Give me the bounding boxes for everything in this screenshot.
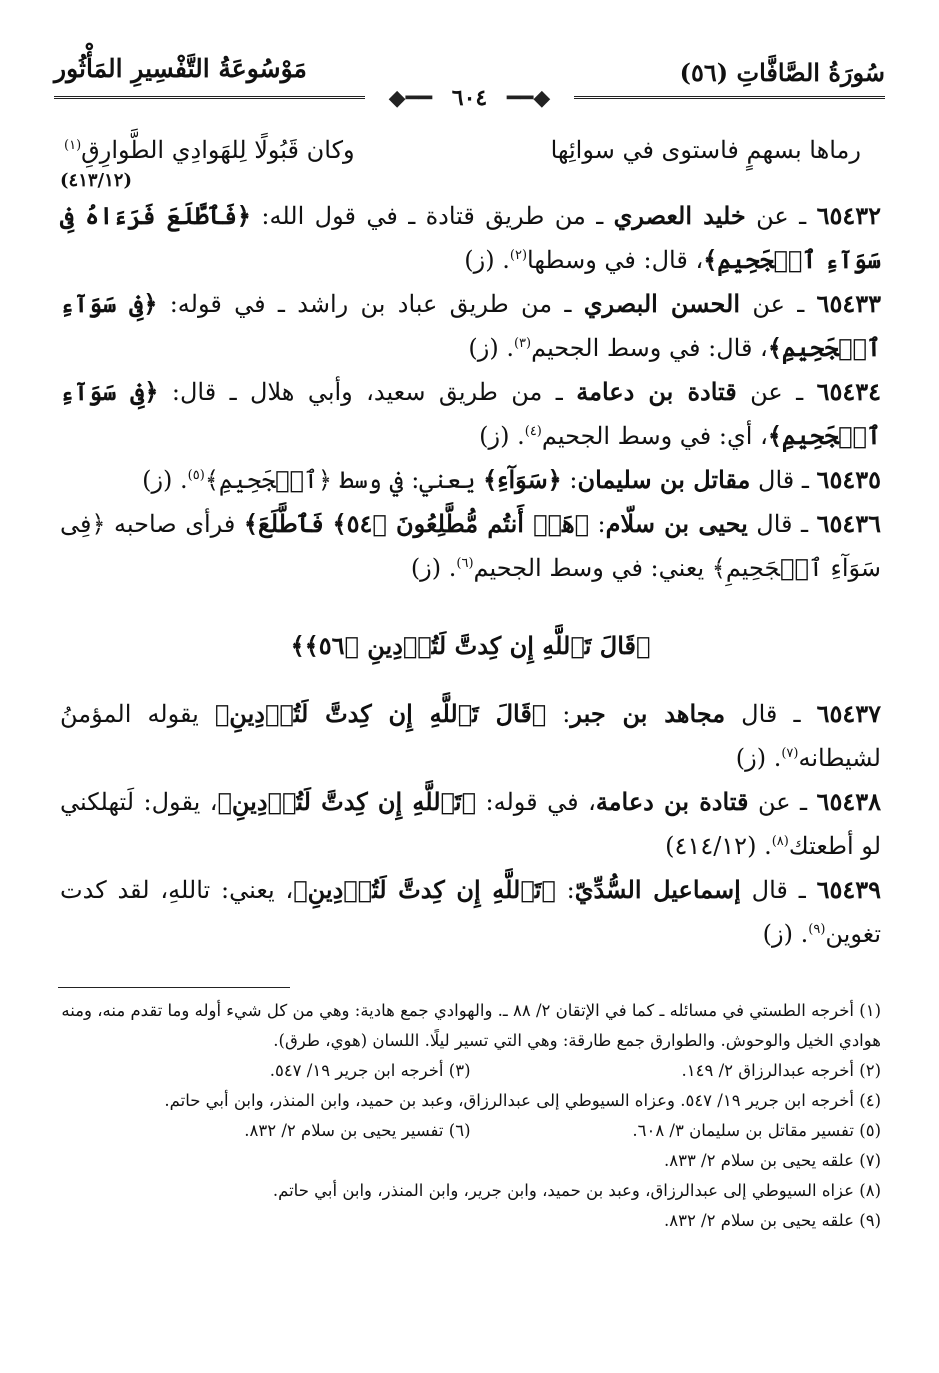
entry-text: ـ قال: [725, 700, 817, 728]
entry-text: ، قال: في وسطها: [527, 246, 704, 274]
entry-text: ، في قوله:: [476, 788, 596, 816]
footnote: (٧) علقه يحيى بن سلام ٢/ ٨٣٣.: [663, 1151, 881, 1170]
entry-text: ـ قال: [747, 510, 817, 538]
footnote: (٨) عزاه السيوطي إلى عبدالرزاق، وعبد بن حميد، وابن جرير، وابن المنذر، وابن أبي حاتم.: [272, 1181, 881, 1200]
footnote-ref: (٣): [513, 336, 532, 351]
entry-number: ٦٥٤٣٧: [816, 699, 882, 728]
narration-entry: [60, 780, 881, 868]
page-number-row: [0, 85, 939, 111]
footnote-ref: (٦): [456, 556, 474, 571]
entry-text: ، يعني: تاللهِ، لقد كدت تغوين: [60, 876, 881, 948]
footnote: (١) أخرجه الطستي في مسائله ـ كما في الإتقان ٢/ ٨٨ ـ. والهوادي جمع هادية: وهي من كل شيء أوله وما تقدم منه، ومنه هوادي الخيل والوحوش. والطوارق جمع طارقة: وهي التي تسير ليلًا. اللسان (هوي، طرق).: [61, 1001, 881, 1050]
entry-text: ـ عن: [748, 788, 817, 816]
section-heading: ﴿قَالَ تَٱللَّهِ إِن كِدتَّ لَتُرۡدِينِ ﴿٥٦﴾﴾: [290, 631, 651, 660]
hemistich-second: [64, 128, 355, 172]
narration-entry: [60, 194, 881, 282]
entry-text: فرأى صاحبه ﴿فِى سَوَآءِ ٱلۡجَحِيمِ﴾ يعني: في وسط الجحيم: [60, 510, 881, 582]
entry-text: ـ عن: [740, 290, 817, 318]
entry-text: ، يقول: لَتهلكني لو أطعتك: [60, 788, 881, 860]
surah-title: سُورَةُ الصَّافَّاتِ (٥٦): [679, 58, 885, 87]
entry-text: ـ قال: [740, 876, 817, 904]
quran-quote: ﴿تَٱللَّهِ إِن كِدتَّ لَتُرۡدِينِ﴾: [217, 787, 477, 816]
poetry-verse: [64, 128, 861, 172]
footnote-separator: [58, 987, 290, 988]
quran-quote: ﴿سَوَآءِ﴾: [483, 465, 562, 494]
footnote-ref: (٩): [808, 922, 826, 937]
footnote-ref: (١): [64, 138, 82, 153]
footnotes: [60, 996, 881, 1236]
entry-text: . (٤١٤/١٢): [665, 832, 772, 860]
entry-text: يعني: في وسط ﴿ٱلۡجَحِيمِ﴾: [204, 466, 484, 494]
footnote-pair: [60, 1116, 881, 1146]
page-number: ٦٠٤: [451, 85, 488, 111]
ornament-icon: ━━◆: [377, 85, 444, 111]
quran-quote: ﴿فَٱطَّلَعَ فَرَءَاهُ فِى سَوَآءِ ٱلۡجَحِيمِ﴾: [60, 201, 881, 274]
entry-text: . (ز): [762, 920, 809, 948]
footnote: (٥) تفسير مقاتل بن سليمان ٣/ ٦٠٨.: [632, 1121, 881, 1140]
narrator-name: خليد العصري: [613, 201, 746, 230]
entry-number: ٦٥٤٣٩: [816, 875, 882, 904]
ornament-icon: ◆━━: [495, 85, 562, 111]
entry-number: ٦٥٤٣٥: [816, 465, 881, 494]
narration-entry: [60, 692, 881, 780]
footnote: (٤) أخرجه ابن جرير ١٩/ ٥٤٧. وعزاه السيوطي إلى عبدالرزاق، وعبد بن حميد، وابن المنذر، وابن أبي حاتم.: [164, 1091, 881, 1110]
narrator-name: يحيى بن سلّام: [605, 509, 748, 538]
narration-entry: [60, 370, 881, 458]
footnote-ref: (٥): [187, 468, 205, 483]
entry-text: ـ قال: [750, 466, 817, 494]
narrator-name: الحسن البصري: [583, 289, 741, 318]
entry-text: :: [561, 466, 578, 494]
entry-text: . (ز): [464, 246, 510, 274]
entry-number: ٦٥٤٣٦: [816, 509, 882, 538]
quran-quote: ﴿فِى سَوَآءِ ٱلۡجَحِيمِ﴾: [60, 377, 881, 450]
entry-text: :: [589, 510, 606, 538]
entry-text: . (ز): [468, 334, 514, 362]
entry-text: ، قال: في وسط الجحيم: [531, 334, 768, 362]
narration-entry: [60, 282, 881, 370]
entry-text: ـ من طريق عباد بن راشد ـ في قوله:: [157, 290, 584, 318]
entry-text: . (ز): [735, 744, 782, 772]
entry-number: ٦٥٤٣٣: [816, 289, 881, 318]
quran-quote: ﴿قَالَ تَٱللَّهِ إِن كِدتَّ لَتُرۡدِينِ﴾: [214, 699, 547, 728]
hemistich-second-text: وكان قَبُولًا لِلهَوادِي الطَّوارِقِ: [81, 136, 355, 164]
narration-entry: [60, 502, 881, 590]
entry-text: ، أي: في وسط الجحيم: [541, 422, 768, 450]
narration-entry: [60, 868, 881, 956]
entry-text: . (ز): [479, 422, 525, 450]
footnote-ref: (٧): [781, 746, 799, 761]
footnote: (٢) أخرجه عبدالرزاق ٢/ ١٤٩.: [681, 1061, 881, 1080]
entry-number: ٦٥٤٣٢: [816, 201, 882, 230]
entry-text: ـ عن: [745, 202, 817, 230]
entry-text: يقوله المؤمنُ لشيطانه: [60, 700, 881, 772]
entries-group: [60, 194, 881, 590]
quran-quote: ﴿فِى سَوَآءِ ٱلۡجَحِيمِ﴾: [60, 289, 881, 362]
narrator-name: مقاتل بن سليمان: [577, 465, 751, 494]
narrator-name: مجاهد بن جبر: [570, 699, 726, 728]
entry-text: ـ عن: [736, 378, 817, 406]
footnote: (٣) أخرجه ابن جرير ١٩/ ٥٤٧.: [269, 1061, 471, 1080]
footnote-ref: (٨): [771, 834, 789, 849]
entry-text: . (ز): [410, 554, 457, 582]
narrator-name: قتادة بن دعامة: [595, 787, 749, 816]
entry-text: :: [555, 876, 575, 904]
quran-quote: ﴿تَٱللَّهِ إِن كِدتَّ لَتُرۡدِينِ﴾: [293, 875, 556, 904]
entry-text: ـ من طريق سعيد، وأبي هلال ـ قال:: [158, 378, 577, 406]
footnote-pair: [60, 1056, 881, 1086]
footnote: (٦) تفسير يحيى بن سلام ٢/ ٨٣٢.: [244, 1121, 471, 1140]
narration-entry: [60, 458, 881, 502]
book-title: مَوْسُوعَةُ التَّفْسِيرِ المَأْثُور: [54, 54, 307, 83]
entry-text: . (ز): [142, 466, 188, 494]
main-text: [60, 128, 881, 956]
entry-text: :: [546, 700, 571, 728]
hemistich-first: رماها بسهمٍ فاستوى في سوائِها: [550, 136, 861, 164]
narrator-name: قتادة بن دعامة: [576, 377, 737, 406]
quran-quote: ﴿هَلۡ أَنتُم مُّطَّلِعُونَ ﴿٥٤﴾ فَٱطَّلَعَ﴾: [243, 509, 590, 538]
entry-text: ـ من طريق قتادة ـ في قول الله:: [250, 202, 614, 230]
footnote: (٩) علقه يحيى بن سلام ٢/ ٨٣٢.: [663, 1211, 881, 1230]
verse-reference: (٤١٣/١٢): [60, 170, 132, 191]
entry-number: ٦٥٤٣٨: [816, 787, 881, 816]
narrator-name: إسماعيل السُّدِّيّ: [574, 875, 741, 904]
entry-number: ٦٥٤٣٤: [816, 377, 882, 406]
entries-group: [60, 692, 881, 956]
footnote-ref: (٤): [524, 424, 542, 439]
footnote-ref: (٢): [509, 248, 528, 263]
